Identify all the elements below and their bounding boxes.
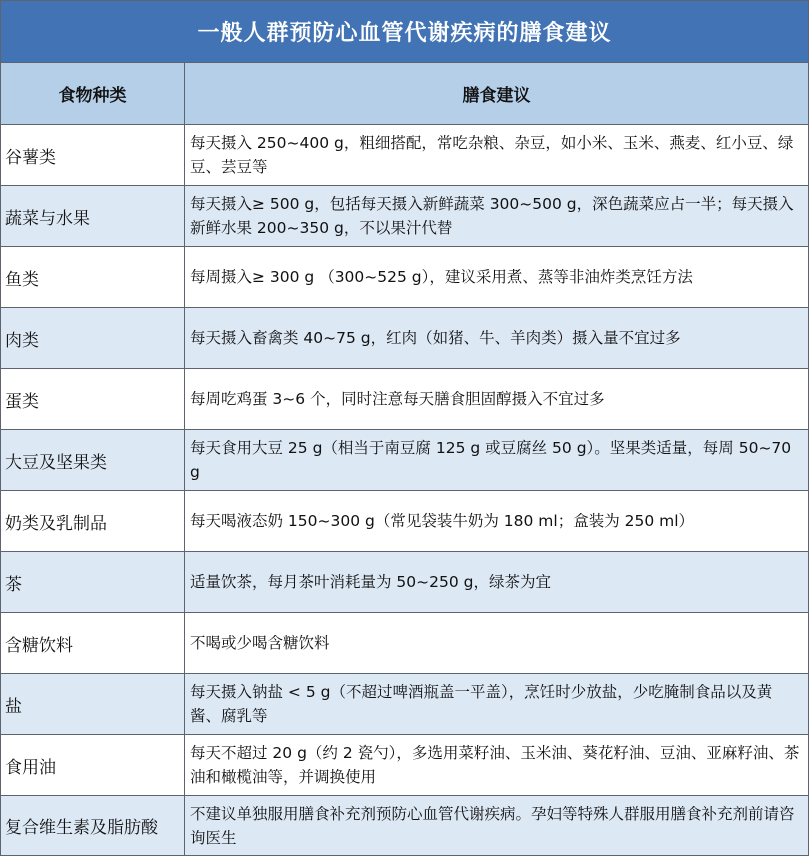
table-row	[1, 247, 809, 308]
advice-cell: 不喝或少喝含糖饮料	[185, 613, 809, 674]
table-title-row	[1, 1, 809, 63]
food-type-cell: 食用油	[1, 735, 185, 796]
advice-cell: 每周吃鸡蛋 3~6 个，同时注意每天膳食胆固醇摄入不宜过多	[185, 369, 809, 430]
food-type-cell: 谷薯类	[1, 125, 185, 186]
advice-cell: 每天食用大豆 25 g（相当于南豆腐 125 g 或豆腐丝 50 g）。坚果类适量，每周 50~70 g	[185, 430, 809, 491]
advice-cell: 适量饮茶，每月茶叶消耗量为 50~250 g，绿茶为宜	[185, 552, 809, 613]
food-type-cell: 蛋类	[1, 369, 185, 430]
table-row	[1, 735, 809, 796]
advice-cell: 不建议单独服用膳食补充剂预防心血管代谢疾病。孕妇等特殊人群服用膳食补充剂前请咨询医生	[185, 796, 809, 856]
advice-cell: 每周摄入≥ 300 g （300~525 g），建议采用煮、蒸等非油炸类烹饪方法	[185, 247, 809, 308]
advice-cell: 每天摄入≥ 500 g，包括每天摄入新鲜蔬菜 300~500 g，深色蔬菜应占一半；每天摄入新鲜水果 200~350 g，不以果汁代替	[185, 186, 809, 247]
table-row	[1, 552, 809, 613]
table-row	[1, 186, 809, 247]
advice-cell: 每天摄入 250~400 g，粗细搭配，常吃杂粮、杂豆，如小米、玉米、燕麦、红小豆、绿豆、芸豆等	[185, 125, 809, 186]
food-type-cell: 肉类	[1, 308, 185, 369]
table-row	[1, 308, 809, 369]
food-type-cell: 含糖饮料	[1, 613, 185, 674]
header-food-type: 食物种类	[1, 63, 185, 125]
food-type-cell: 鱼类	[1, 247, 185, 308]
food-type-cell: 茶	[1, 552, 185, 613]
food-type-cell: 奶类及乳制品	[1, 491, 185, 552]
table-row	[1, 491, 809, 552]
table-row	[1, 796, 809, 856]
advice-cell: 每天摄入畜禽类 40~75 g，红肉（如猪、牛、羊肉类）摄入量不宜过多	[185, 308, 809, 369]
table-row	[1, 430, 809, 491]
table-body	[1, 125, 809, 856]
advice-cell: 每天摄入钠盐 < 5 g（不超过啤酒瓶盖一平盖），烹饪时少放盐，少吃腌制食品以及黄酱、腐乳等	[185, 674, 809, 735]
food-type-cell: 蔬菜与水果	[1, 186, 185, 247]
table-row	[1, 125, 809, 186]
table-title: 一般人群预防心血管代谢疾病的膳食建议	[1, 1, 809, 63]
food-type-cell: 复合维生素及脂肪酸	[1, 796, 185, 856]
table-header-row	[1, 63, 809, 125]
table-row	[1, 613, 809, 674]
header-diet-advice: 膳食建议	[185, 63, 809, 125]
advice-cell: 每天喝液态奶 150~300 g（常见袋装牛奶为 180 ml；盒装为 250 ml）	[185, 491, 809, 552]
food-type-cell: 盐	[1, 674, 185, 735]
table-row	[1, 369, 809, 430]
advice-cell: 每天不超过 20 g（约 2 瓷勺），多选用菜籽油、玉米油、葵花籽油、豆油、亚麻籽油、茶油和橄榄油等，并调换使用	[185, 735, 809, 796]
table-row	[1, 674, 809, 735]
food-type-cell: 大豆及坚果类	[1, 430, 185, 491]
